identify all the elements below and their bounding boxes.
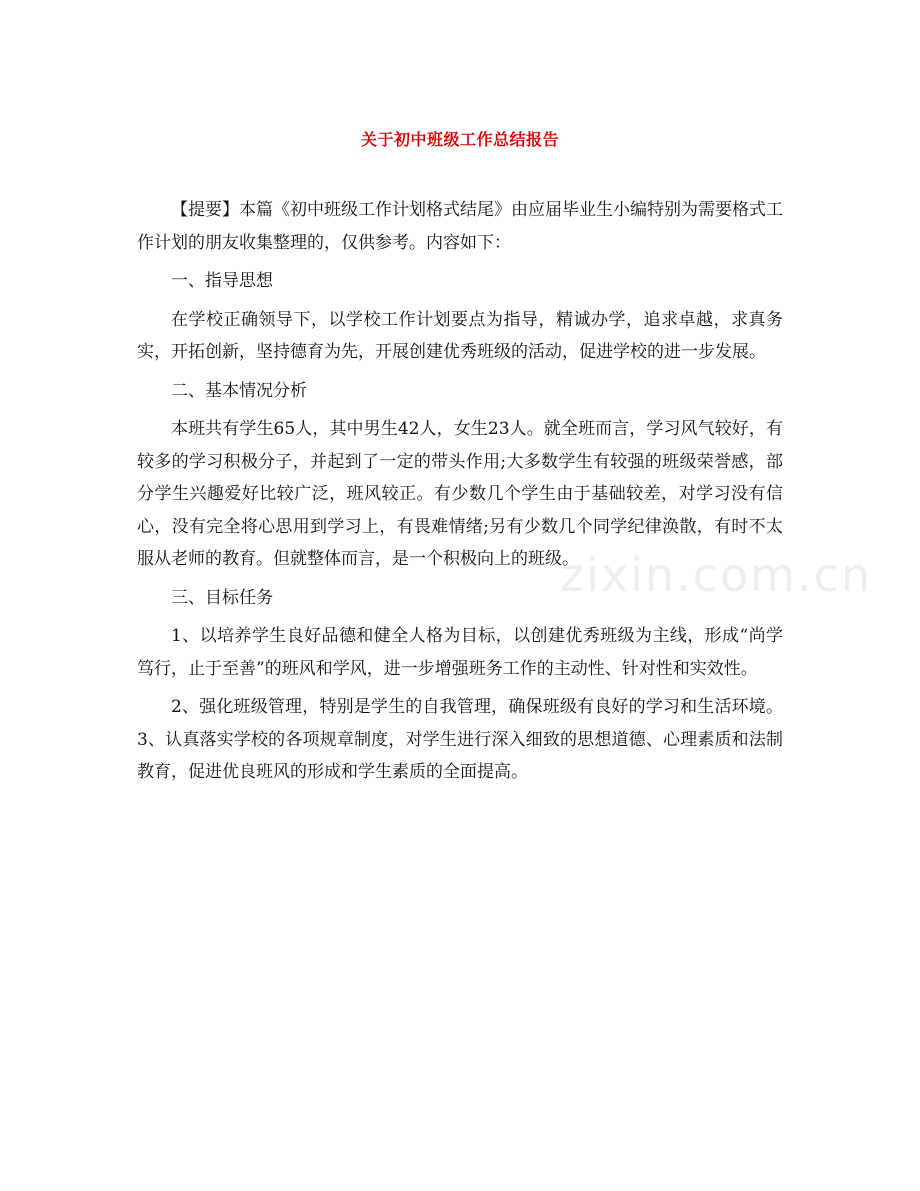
paragraph-goal-2-3: 2、强化班级管理，特别是学生的自我管理，确保班级有良好的学习和生活环境。3、认真落实学校的各项规章制度，对学生进行深入细致的思想道德、心理素质和法制教育，促进优良班风的形成和学生素质的全面提高。 <box>137 697 783 782</box>
paragraph-summary: 【提要】本篇《初中班级工作计划格式结尾》由应届毕业生小编特别为需要格式工作计划的朋友收集整理的，仅供参考。内容如下： <box>137 200 783 253</box>
paragraph-goal-1: 1、以培养学生良好品德和健全人格为目标，以创建优秀班级为主线，形成“尚学笃行，止于至善”的班风和学风，进一步增强班务工作的主动性、针对性和实效性。 <box>137 626 783 679</box>
document-body <box>137 194 783 795</box>
section-heading-goals: 三、目标任务 <box>171 587 273 608</box>
paragraph-guiding-ideology: 在学校正确领导下，以学校工作计划要点为指导，精诚办学，追求卓越，求真务实，开拓创新，坚持德育为先，开展创建优秀班级的活动，促进学校的进一步发展。 <box>137 309 783 362</box>
section-heading-basic-situation: 二、基本情况分析 <box>171 380 307 401</box>
document-title: 关于初中班级工作总结报告 <box>360 130 559 149</box>
paragraph-basic-situation: 本班共有学生65人，其中男生42人，女生23人。就全班而言，学习风气较好，有较多的学习积极分子，并起到了一定的带头作用;大多数学生有较强的班级荣誉感，部分学生兴趣爱好比较广泛，班风较正。有少数几个学生由于基础较差，对学习没有信心，没有完全将心思用到学习上，有畏难情绪;另有少数几个同学纪律涣散，有时不太服从老师的教育。但就整体而言，是一个积极向上的班级。 <box>137 419 783 569</box>
watermark: zixin.com.cn <box>560 548 873 602</box>
section-heading-guiding-ideology: 一、指导思想 <box>171 271 273 291</box>
